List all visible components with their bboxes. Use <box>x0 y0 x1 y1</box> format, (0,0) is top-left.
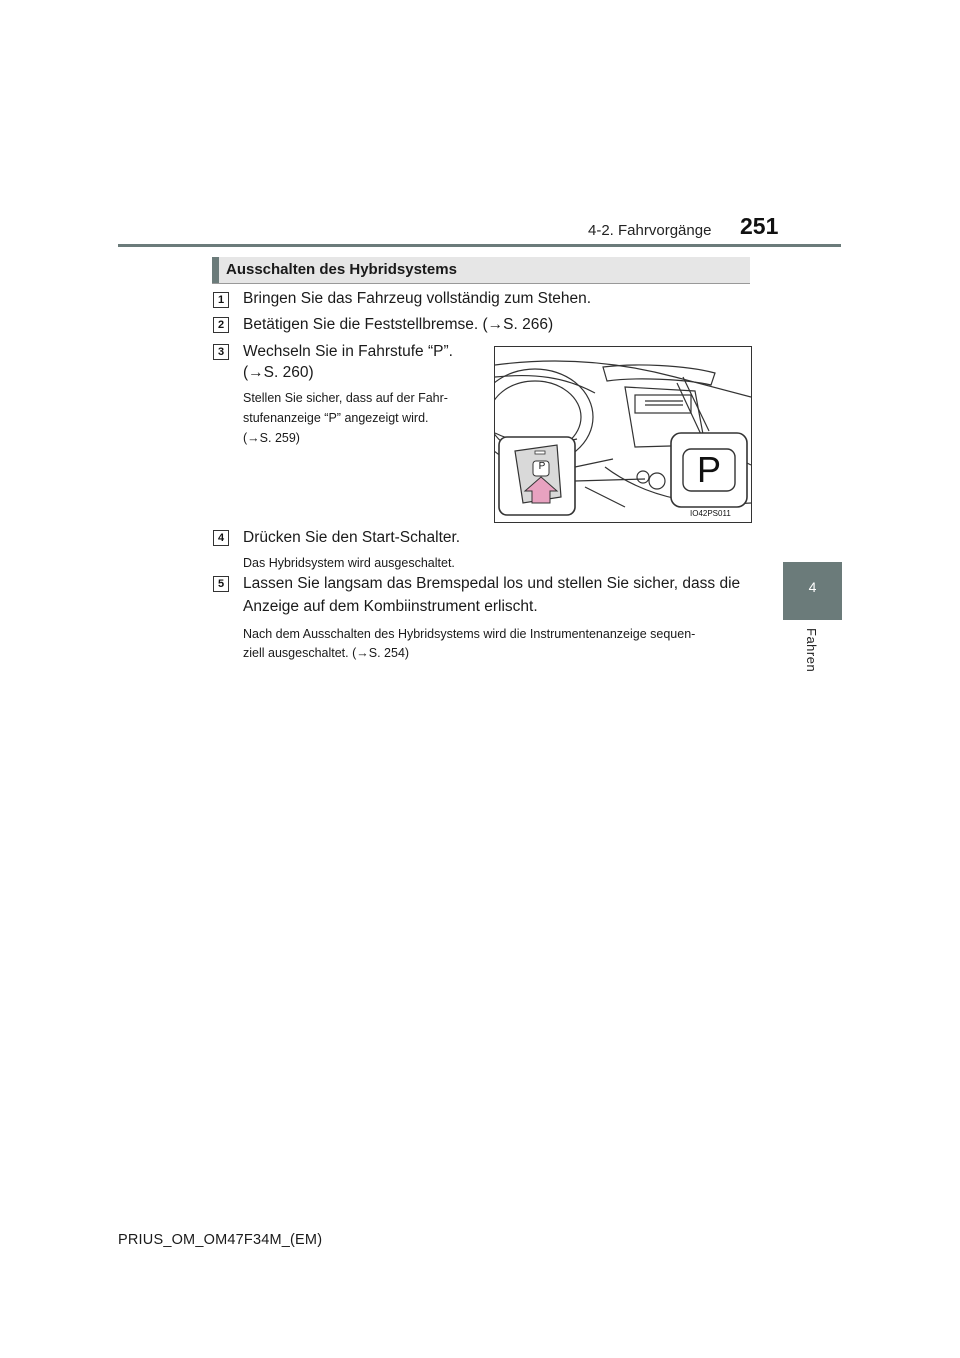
chapter-tab <box>783 562 842 620</box>
step-4-note: Das Hybridsystem wird ausgeschaltet. <box>243 556 455 570</box>
section-heading-bar <box>212 257 219 283</box>
step-5-text-line1: Lassen Sie langsam das Bremspedal los und stellen Sie sicher, dass die <box>243 575 741 592</box>
step-number-2: 2 <box>213 317 229 333</box>
chapter-number: 4 <box>808 579 817 595</box>
page-number: 251 <box>740 213 779 239</box>
shift-position-illustration <box>494 346 752 523</box>
step-1-text: Bringen Sie das Fahrzeug vollständig zum Stehen. <box>243 290 592 307</box>
header-rule <box>118 244 841 247</box>
step-number-4: 4 <box>213 530 229 546</box>
section-label: 4-2. Fahrvorgänge <box>588 222 712 239</box>
document-id: PRIUS_OM_OM47F34M_(EM) <box>118 1232 323 1248</box>
step-3-text-line1: Wechseln Sie in Fahrstufe “P”. <box>243 343 453 360</box>
section-heading <box>212 257 750 283</box>
figure-caption: IO42PS011 <box>690 509 731 518</box>
step-2-text: Betätigen Sie die Feststellbremse. (→S. 266) <box>243 316 554 333</box>
step-3-text-line2: (→S. 260) <box>243 364 314 381</box>
step-number-5: 5 <box>213 576 229 592</box>
step-3-note-line1: Stellen Sie sicher, dass auf der Fahr- <box>243 391 448 405</box>
step-3-note-line2: stufenanzeige “P” angezeigt wird. <box>243 411 429 425</box>
heading-rule <box>212 283 750 284</box>
step-number-3: 3 <box>213 344 229 360</box>
section-heading-text: Ausschalten des Hybridsystems <box>226 261 457 278</box>
park-indicator-letter: P <box>696 449 721 490</box>
step-number-1: 1 <box>213 292 229 308</box>
step-3-note-line3: (→S. 259) <box>243 431 300 445</box>
step-5-note-line2: ziell ausgeschaltet. (→S. 254) <box>243 646 410 660</box>
step-4-text: Drücken Sie den Start-Schalter. <box>243 529 461 546</box>
dashboard-drawing <box>495 347 751 522</box>
step-5-note-line1: Nach dem Ausschalten des Hybridsystems wird die Instrumentenanzeige sequen- <box>243 627 696 641</box>
chapter-title: Fahren <box>804 628 819 673</box>
step-5-text-line2: Anzeige auf dem Kombiinstrument erlischt. <box>243 598 538 615</box>
shift-button-letter: P <box>538 461 546 472</box>
